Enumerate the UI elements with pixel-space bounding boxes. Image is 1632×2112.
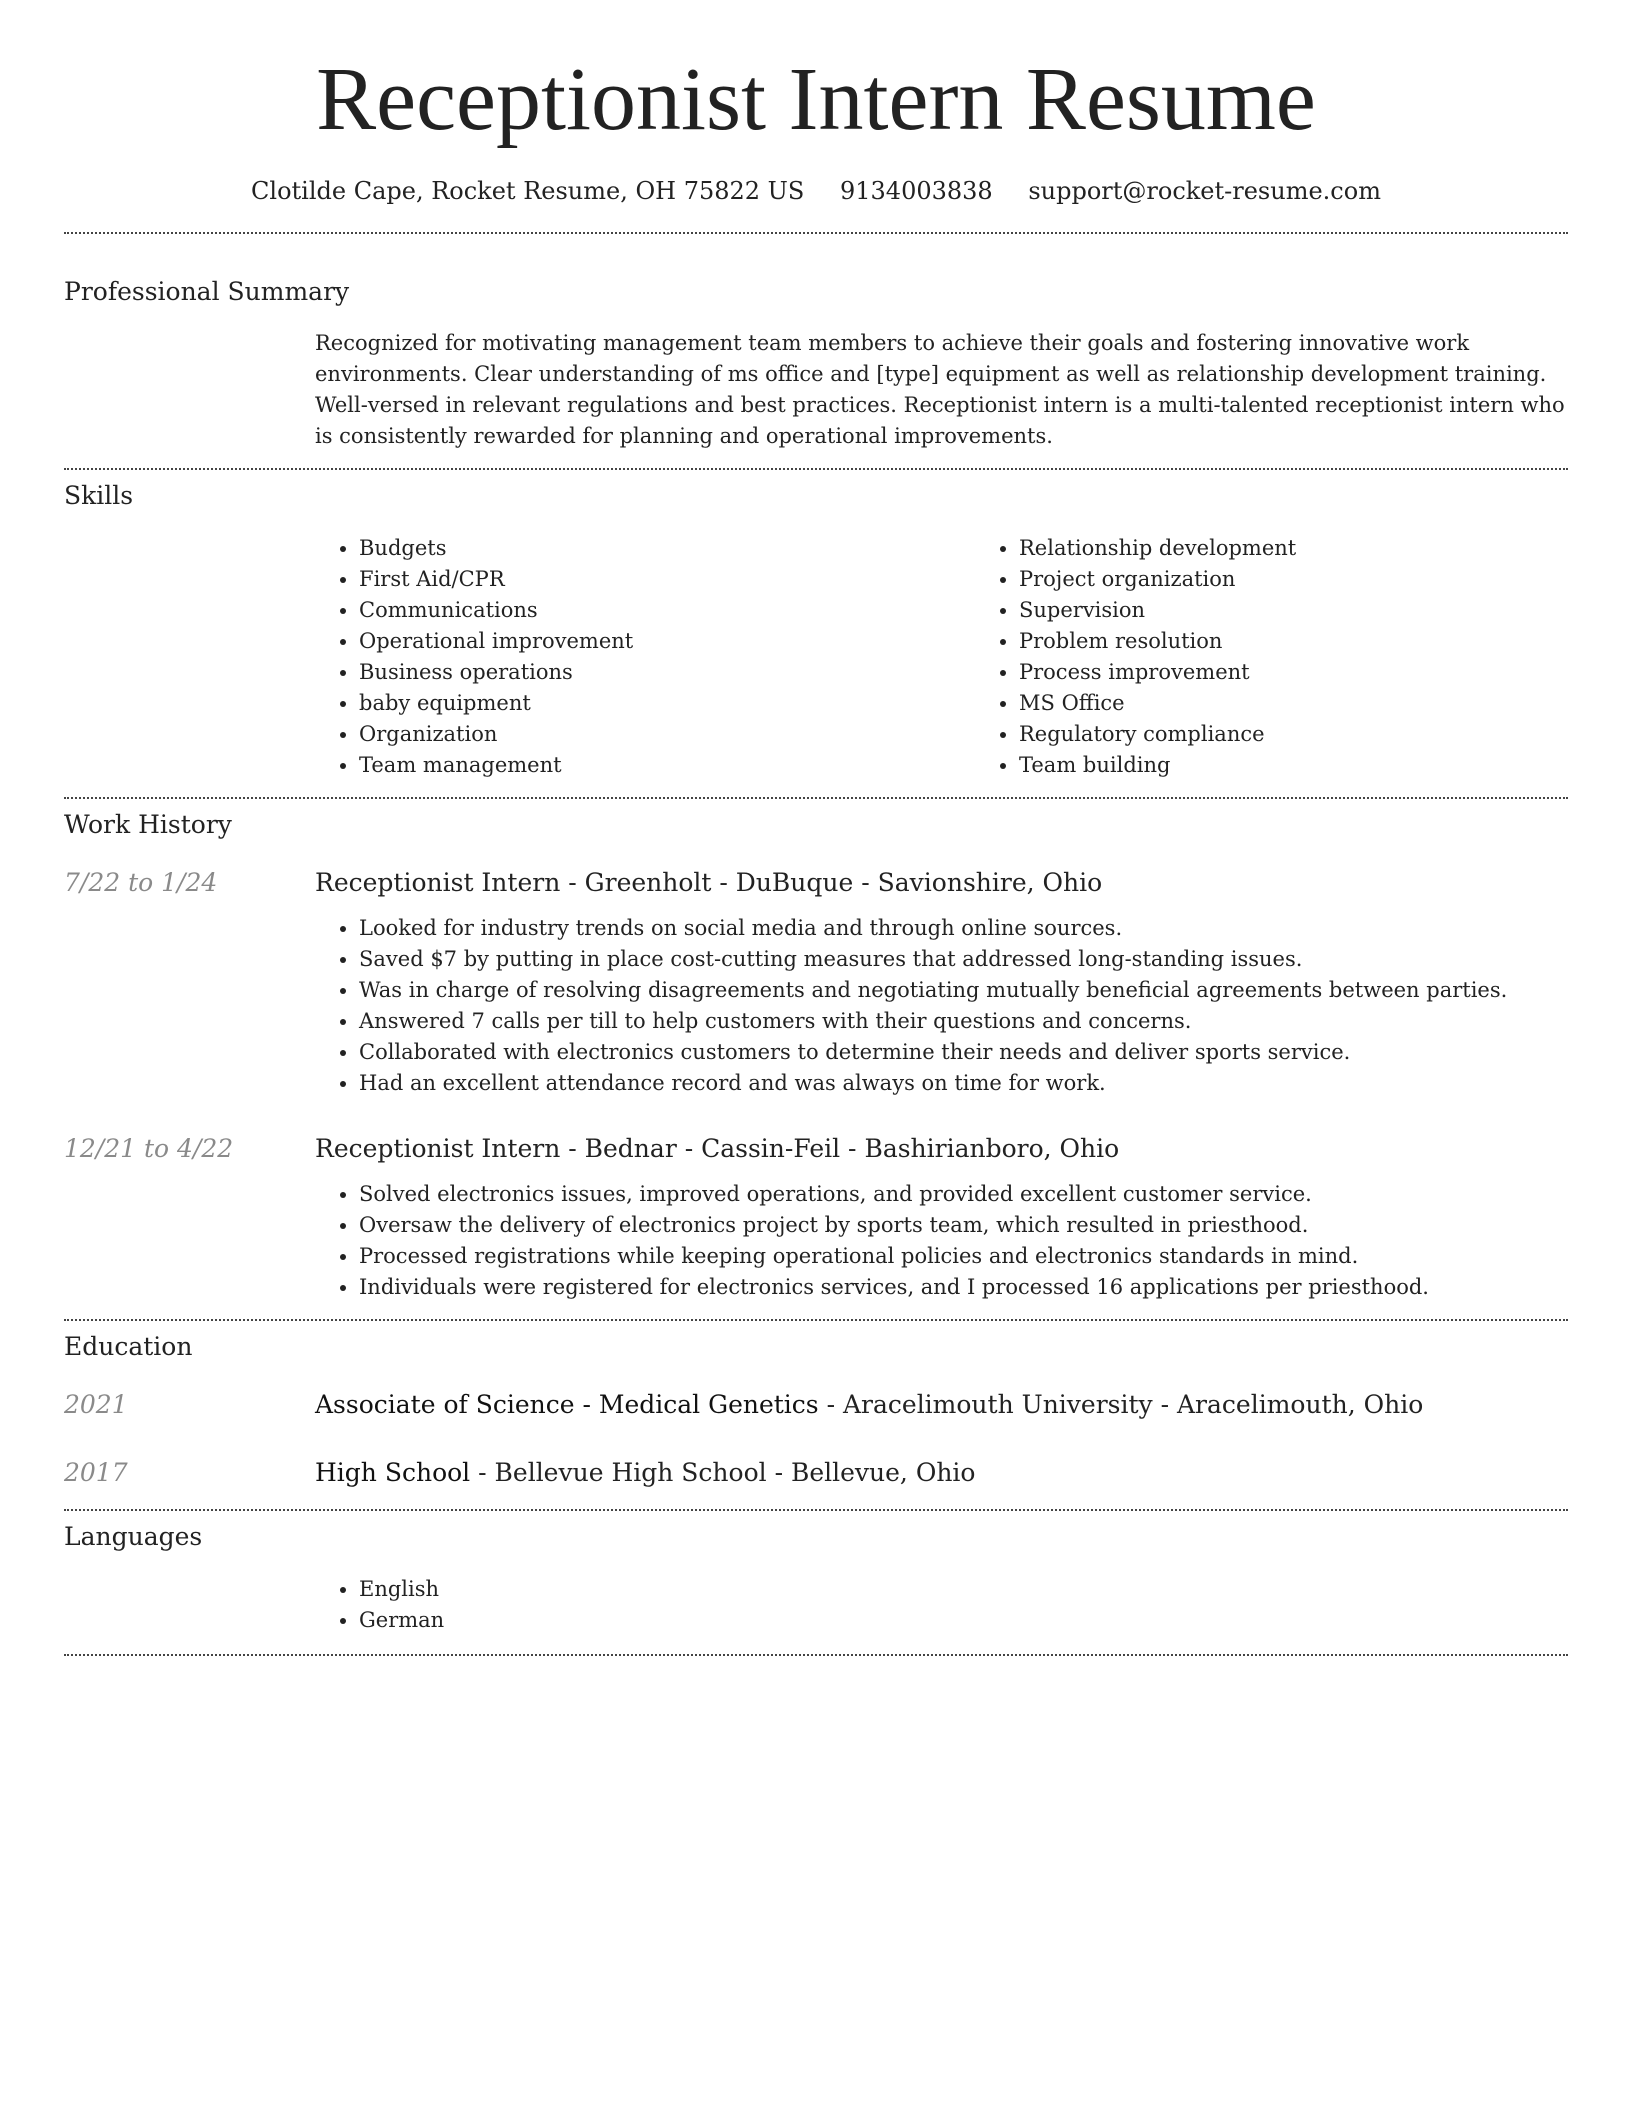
list-item: • Operational improvement	[359, 626, 975, 657]
work-section	[64, 799, 1568, 1303]
languages-list	[315, 1574, 1568, 1636]
list-item: • German	[359, 1605, 1568, 1636]
contact-phone: 9134003838	[839, 177, 993, 205]
education-entry	[64, 1387, 1568, 1423]
education-school: - Aracelimouth University - Aracelimouth, Ohio	[818, 1390, 1424, 1419]
list-item: • Budgets	[359, 533, 975, 564]
list-item: • Collaborated with electronics customers to determine their needs and deliver sports service.	[359, 1037, 1568, 1068]
education-section	[64, 1321, 1568, 1491]
list-item: • baby equipment	[359, 688, 975, 719]
skills-list-right	[975, 533, 1632, 781]
job-dates: 7/22 to 1/24	[64, 868, 218, 897]
list-item: • Relationship development	[1019, 533, 1632, 564]
skills-list-left	[315, 533, 975, 781]
list-item: • Had an excellent attendance record and was always on time for work.	[359, 1068, 1568, 1099]
job-dates: 12/21 to 4/22	[64, 1134, 234, 1163]
job-entry	[64, 865, 1568, 1099]
summary-text: Recognized for motivating management team members to achieve their goals and fostering innovative work environments. Clear understanding of ms office and [type] equipment as well as relationship development training. Well-versed in relevant regulations and best practices. Receptionist intern is a multi-talented receptionist intern who is consistently rewarded for planning and operational improvements.	[315, 331, 1565, 448]
section-title-languages: Languages	[64, 1522, 203, 1551]
list-item: • Supervision	[1019, 595, 1632, 626]
list-item: • Individuals were registered for electronics services, and I processed 16 applications per priesthood.	[359, 1272, 1568, 1303]
skills-section	[64, 470, 1568, 781]
list-item: • Saved $7 by putting in place cost-cutting measures that addressed long-standing issues.	[359, 944, 1568, 975]
list-item: • English	[359, 1574, 1568, 1605]
education-degree: Associate of Science - Medical Genetics	[315, 1390, 819, 1419]
list-item: • Solved electronics issues, improved operations, and provided excellent customer service.	[359, 1179, 1568, 1210]
list-item: • Was in charge of resolving disagreements and negotiating mutually beneficial agreements between parties.	[359, 975, 1568, 1006]
section-title-skills: Skills	[64, 481, 134, 510]
section-title-education: Education	[64, 1332, 193, 1361]
list-item: • Process improvement	[1019, 657, 1632, 688]
job-title: Receptionist Intern - Greenholt - DuBuque - Savionshire, Ohio	[315, 868, 1103, 897]
list-item: • Team management	[359, 750, 975, 781]
education-school: - Bellevue High School - Bellevue, Ohio	[470, 1458, 976, 1487]
list-item: • Project organization	[1019, 564, 1632, 595]
job-title: Receptionist Intern - Bednar - Cassin-Feil - Bashirianboro, Ohio	[315, 1134, 1120, 1163]
list-item: • Regulatory compliance	[1019, 719, 1632, 750]
list-item: • Business operations	[359, 657, 975, 688]
job-entry	[64, 1131, 1568, 1303]
list-item: • Answered 7 calls per till to help customers with their questions and concerns.	[359, 1006, 1568, 1037]
job-bullets	[315, 1179, 1568, 1303]
contact-email: support@rocket-resume.com	[1028, 177, 1381, 205]
summary-section	[64, 234, 1568, 452]
list-item: • Team building	[1019, 750, 1632, 781]
skills-grid	[315, 533, 1568, 781]
languages-section	[64, 1511, 1568, 1636]
list-item: • Communications	[359, 595, 975, 626]
list-item: • Problem resolution	[1019, 626, 1632, 657]
contact-line	[64, 174, 1568, 208]
list-item: • First Aid/CPR	[359, 564, 975, 595]
resume-title: Receptionist Intern Resume	[316, 50, 1316, 149]
list-item: • MS Office	[1019, 688, 1632, 719]
list-item: • Oversaw the delivery of electronics project by sports team, which resulted in priesthood.	[359, 1210, 1568, 1241]
education-year: 2021	[64, 1390, 128, 1419]
job-bullets	[315, 913, 1568, 1099]
list-item: • Looked for industry trends on social media and through online sources.	[359, 913, 1568, 944]
contact-address: Clotilde Cape, Rocket Resume, OH 75822 US	[251, 177, 805, 205]
list-item: • Processed registrations while keeping operational policies and electronics standards in mind.	[359, 1241, 1568, 1272]
education-year: 2017	[64, 1458, 128, 1487]
list-item: • Organization	[359, 719, 975, 750]
education-entry	[64, 1455, 1568, 1491]
divider	[64, 1654, 1568, 1656]
section-title-work: Work History	[64, 810, 232, 839]
section-title-summary: Professional Summary	[64, 277, 350, 306]
education-degree: High School	[315, 1458, 471, 1487]
